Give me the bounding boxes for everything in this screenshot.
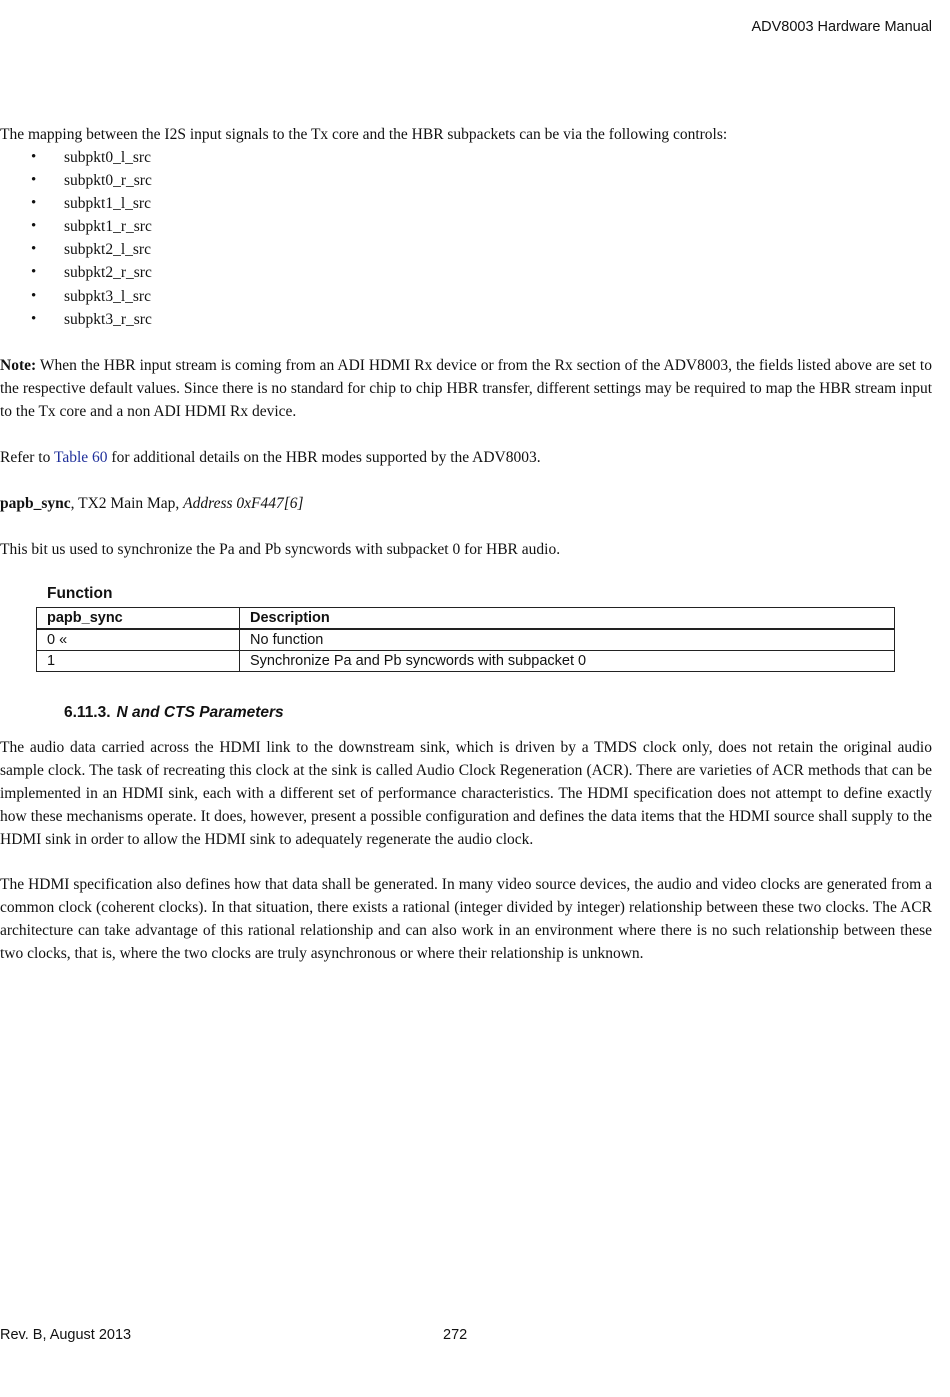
table-cell: 1 bbox=[37, 651, 240, 672]
table-cell: Synchronize Pa and Pb syncwords with subpacket 0 bbox=[240, 651, 895, 672]
list-item: • subpkt2_l_src bbox=[0, 238, 152, 261]
note-text: When the HBR input stream is coming from an ADI HDMI Rx device or from the Rx section of the ADV8003, the fields listed above are set to the respective default values. Since there is no standard for chip to chip HBR transfer, different settings may be required to map the HBR stream input to the Tx core and a non ADI HDMI Rx device. bbox=[0, 357, 932, 420]
table-cell: No function bbox=[240, 629, 895, 651]
register-heading: papb_sync, TX2 Main Map, Address 0xF447[6] bbox=[0, 495, 304, 512]
bullet-icon: • bbox=[31, 195, 37, 212]
table-caption: Function bbox=[47, 585, 113, 602]
refer-paragraph: Refer to Table 60 for additional details on the HBR modes supported by the ADV8003. bbox=[0, 449, 541, 466]
intro-paragraph: The mapping between the I2S input signals to the Tx core and the HBR subpackets can be via the following controls: bbox=[0, 126, 728, 143]
bullet-icon: • bbox=[31, 310, 37, 327]
section-number: 6.11.3. bbox=[64, 704, 111, 721]
table-60-link[interactable]: Table 60 bbox=[53, 449, 108, 466]
list-item: • subpkt2_r_src bbox=[0, 261, 152, 284]
register-address: Address 0xF447[6] bbox=[183, 495, 304, 512]
body-paragraph: The HDMI specification also defines how that data shall be generated. In many video source devices, the audio and video clocks are generated from a common clock (coherent clocks). In that situation, there exists a rational (integer divided by integer) relationship between these two clocks. The ACR architecture can take advantage of this rational relationship and can also work in an environment where there is no such relationship between these two clocks, that is, where the two clocks are truly asynchronous or where their relationship is unknown. bbox=[0, 876, 932, 962]
list-item: • subpkt0_l_src bbox=[0, 146, 152, 169]
footer-page-number: 272 bbox=[443, 1327, 468, 1343]
section-title: N and CTS Parameters bbox=[116, 704, 284, 721]
table-cell: 0 « bbox=[37, 629, 240, 651]
bullet-icon: • bbox=[31, 287, 37, 304]
body-paragraph: The audio data carried across the HDMI link to the downstream sink, which is driven by a TMDS clock only, does not retain the original audio sample clock. The task of recreating this clock at the sink is called Audio Clock Regeneration (ACR). There are varieties of ACR methods that can be implemented in an HDMI sink, each with a different set of performance characteristics. The HDMI specification does not attempt to define exactly how these mechanisms operate. It does, however, present a possible configuration and defines the data items that the HDMI source shall supply to the HDMI sink in order to allow the HDMI sink to adequately regenerate the audio clock. bbox=[0, 739, 932, 848]
table-row bbox=[37, 651, 895, 672]
control-list bbox=[0, 146, 152, 331]
function-table bbox=[36, 607, 895, 672]
bullet-icon: • bbox=[31, 172, 37, 189]
list-item: • subpkt1_l_src bbox=[0, 192, 152, 215]
list-item: • subpkt1_r_src bbox=[0, 215, 152, 238]
section-heading bbox=[64, 704, 284, 722]
bullet-icon: • bbox=[31, 241, 37, 258]
table-row bbox=[37, 629, 895, 651]
note-paragraph bbox=[0, 354, 932, 423]
bullet-icon: • bbox=[31, 218, 37, 235]
note-label: Note: bbox=[0, 357, 37, 374]
table-header-row bbox=[37, 608, 895, 630]
page-header-title: ADV8003 Hardware Manual bbox=[751, 19, 932, 35]
register-description: This bit us used to synchronize the Pa and Pb syncwords with subpacket 0 for HBR audio. bbox=[0, 541, 561, 558]
bullet-icon: • bbox=[31, 149, 37, 165]
list-item: • subpkt3_l_src bbox=[0, 285, 152, 308]
column-header: papb_sync bbox=[37, 608, 240, 630]
register-name: papb_sync bbox=[0, 495, 71, 512]
list-item: • subpkt0_r_src bbox=[0, 169, 152, 192]
column-header: Description bbox=[240, 608, 895, 630]
bullet-icon: • bbox=[31, 264, 37, 281]
list-item: • subpkt3_r_src bbox=[0, 308, 152, 331]
footer-revision: Rev. B, August 2013 bbox=[0, 1327, 132, 1343]
